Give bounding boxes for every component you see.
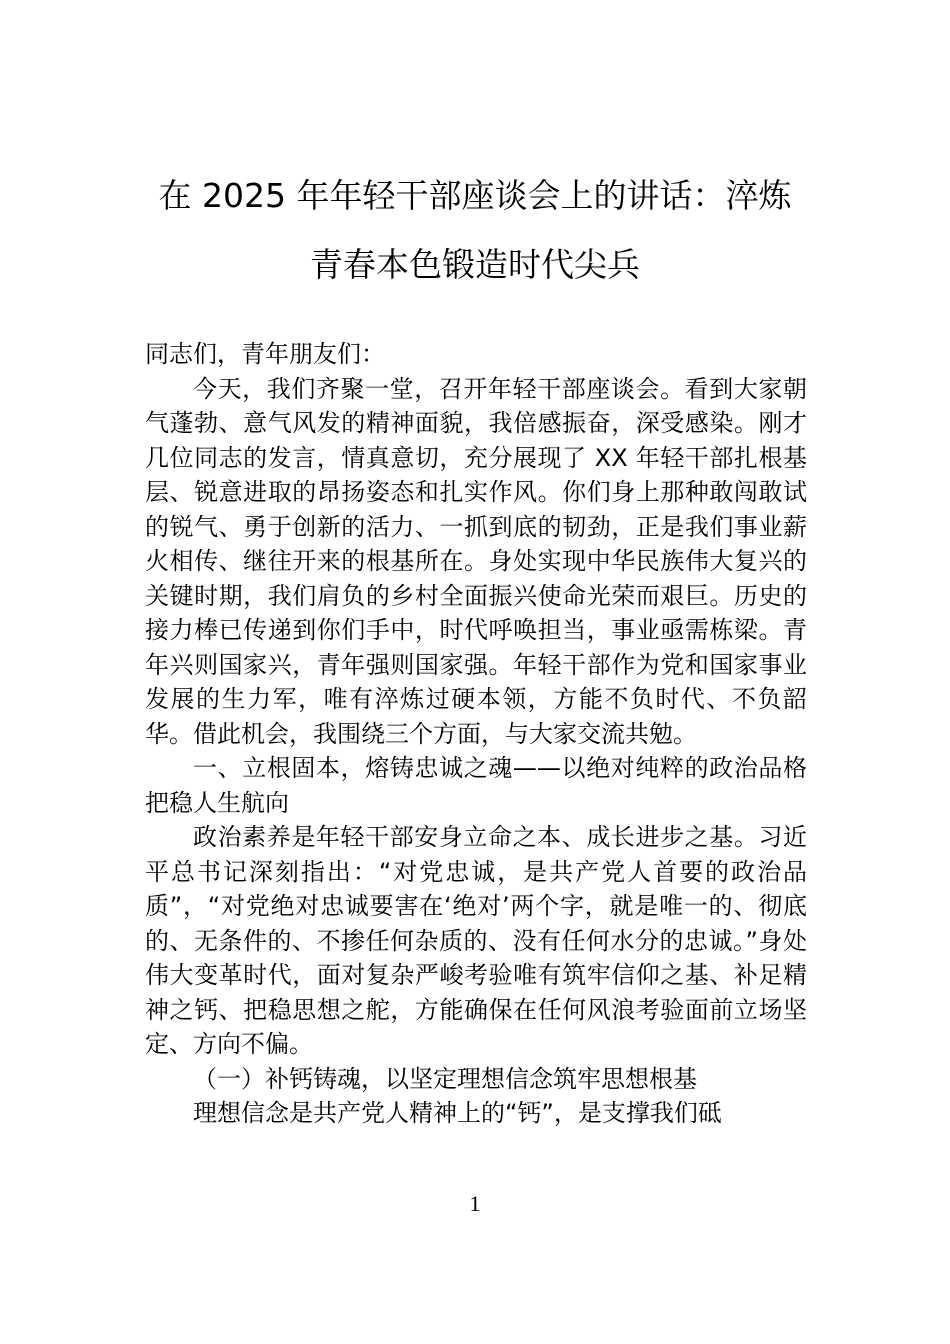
opening-paragraph: 今天，我们齐聚一堂，召开年轻干部座谈会。看到大家朝气蓬勃、意气风发的精神面貌，我倍感振奋，深受感染。刚才几位同志的发言，情真意切，充分展现了 XX 年轻干部扎根基层、锐意进取的昂扬姿态和扎实作风。你们身上那种敢闯敢试的锐气、勇于创新的活力、一抓到底的韧劲，正是我们事业薪火相传、继往开来的根基所在。身处实现中华民族伟大复兴的关键时期，我们肩负的乡村全面振兴使命光荣而艰巨。历史的接力棒已传递到你们手中，时代呼唤担当，事业亟需栋梁。青年兴则国家兴，青年强则国家强。年轻干部作为党和国家事业发展的生力军，唯有淬炼过硬本领，方能不负时代、不负韶华。借此机会，我围绕三个方面，与大家交流共勉。	[145, 374, 807, 748]
section-1-paragraph: 政治素养是年轻干部安身立命之本、成长进步之基。习近平总书记深刻指出：“对党忠诚，是共产党人首要的政治品质”，“对党绝对忠诚要害在‘绝对’两个字，就是唯一的、彻底的、无条件的、不掺任何杂质的、没有任何水分的忠诚。”身处伟大变革时代，面对复杂严峻考验唯有筑牢信仰之基、补足精神之钙、把稳思想之舵，方能确保在任何风浪考验面前立场坚定、方向不偏。	[145, 823, 807, 1058]
page-number: 1	[469, 1191, 481, 1216]
salutation: 同志们，青年朋友们：	[145, 340, 385, 368]
document-title-line-1: 在 2025 年年轻干部座谈会上的讲话：淬炼	[158, 176, 792, 215]
subsection-heading-1: （一）补钙铸魂，以坚定理想信念筑牢思想根基	[193, 1064, 697, 1093]
document-title-line-2: 青春本色锻造时代尖兵	[310, 245, 640, 284]
subsection-1-paragraph: 理想信念是共产党人精神上的“钙”，是支撑我们砥	[193, 1099, 722, 1127]
document-body	[145, 337, 807, 1131]
section-heading-1: 一、立根固本，熔铸忠诚之魂——以绝对纯粹的政治品格把稳人生航向	[145, 754, 807, 817]
